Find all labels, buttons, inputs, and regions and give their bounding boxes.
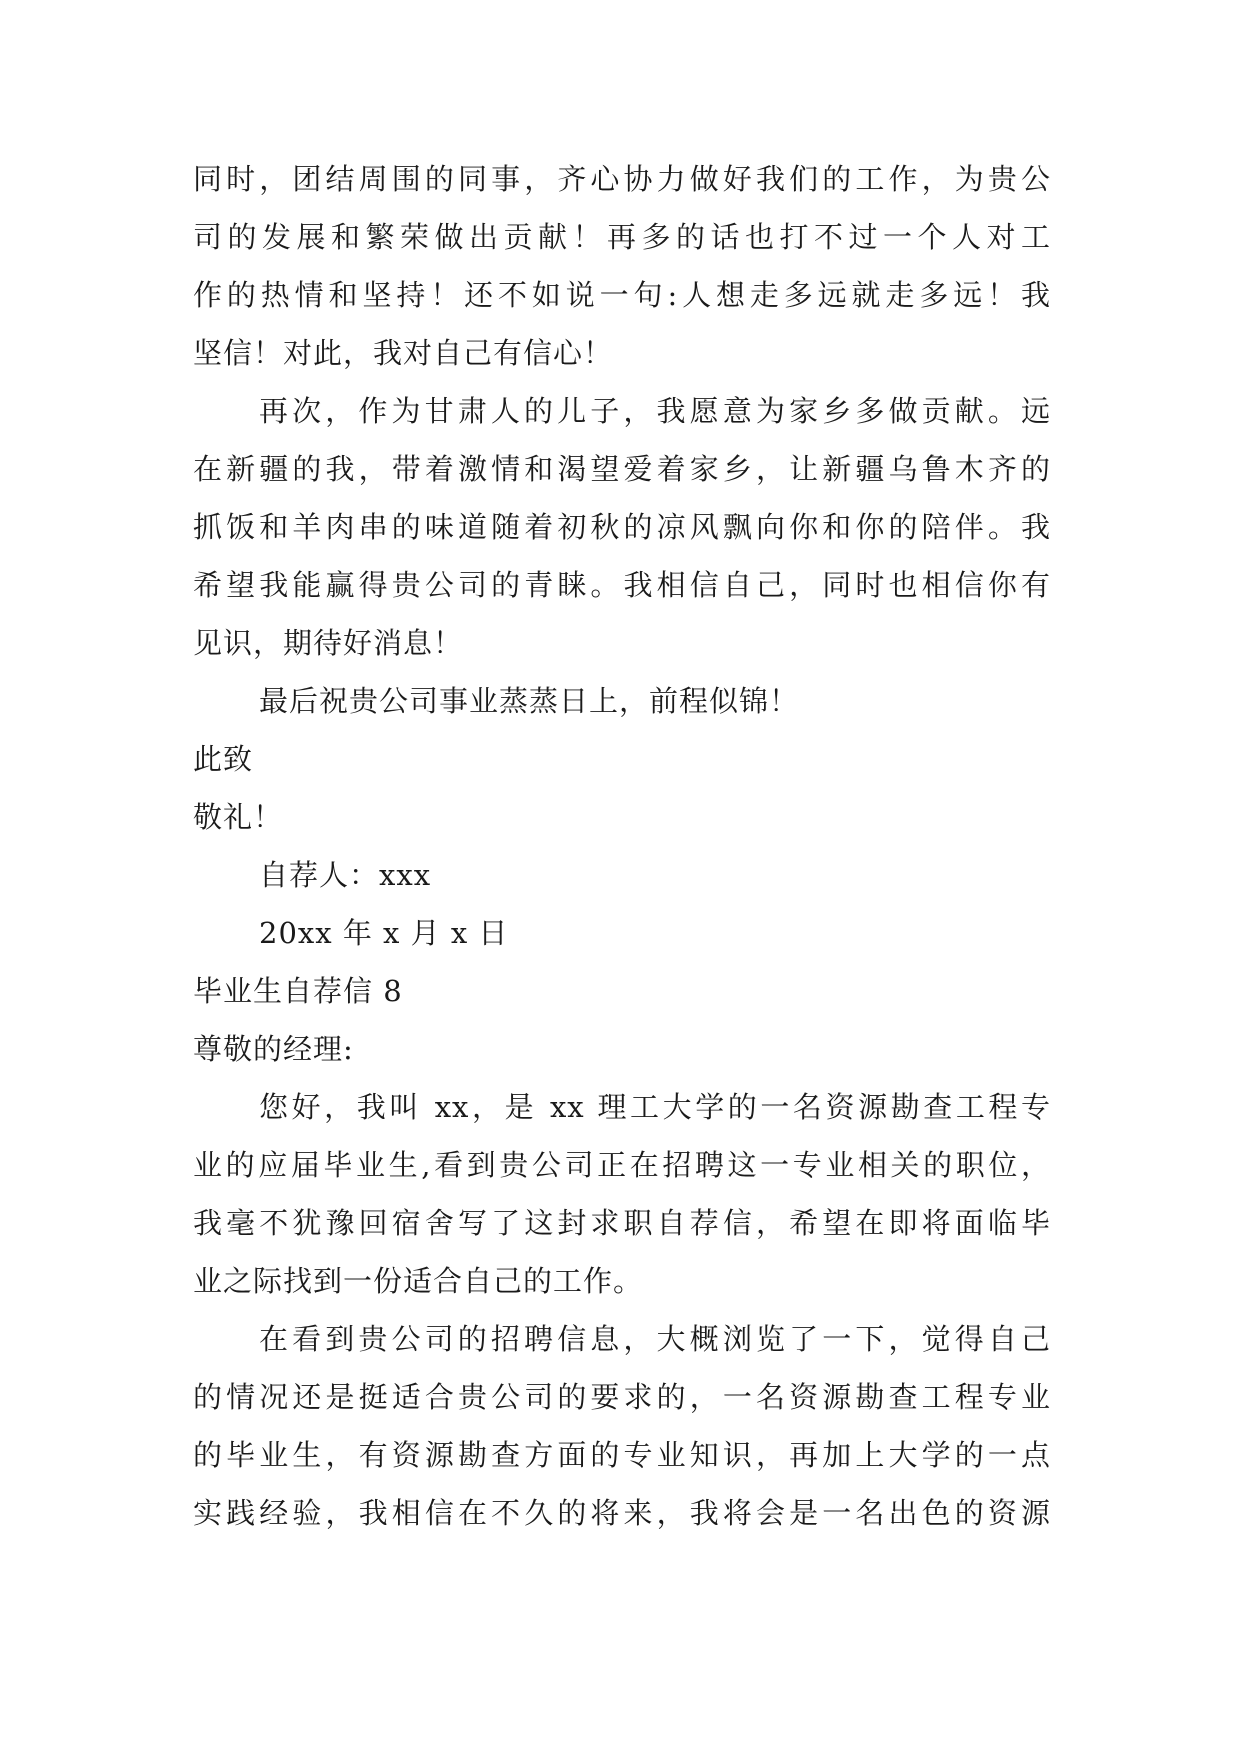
text-line: 作的热情和坚持！还不如说一句:人想走多远就走多远！我 (193, 278, 1051, 312)
text-line: 业之际找到一份适合自己的工作。 (193, 1264, 644, 1298)
salutation: 尊敬的经理: (193, 1032, 354, 1066)
text-line: 您好，我叫 xx，是 xx 理工大学的一名资源勘查工程专 (259, 1090, 1051, 1124)
text-line: 的情况还是挺适合贵公司的要求的，一名资源勘查工程专业 (193, 1380, 1051, 1414)
closing-salute: 敬礼！ (193, 800, 284, 834)
text-line: 再次，作为甘肃人的儿子，我愿意为家乡多做贡献。远 (259, 394, 1051, 428)
text-line: 希望我能赢得贵公司的青睐。我相信自己，同时也相信你有 (193, 568, 1051, 602)
text-line: 在看到贵公司的招聘信息，大概浏览了一下，觉得自己 (259, 1322, 1051, 1356)
text-line: 见识，期待好消息！ (193, 626, 464, 660)
closing-line: 此致 (193, 742, 254, 776)
text-line: 最后祝贵公司事业蒸蒸日上，前程似锦！ (259, 684, 800, 718)
text-line: 实践经验，我相信在不久的将来，我将会是一名出色的资源 (193, 1496, 1051, 1530)
document-page (193, 150, 1051, 1542)
paragraph-qualification (193, 1310, 1051, 1542)
text-line: 抓饭和羊肉串的味道随着初秋的凉风飘向你和你的陪伴。我 (193, 510, 1051, 544)
paragraph-continuation (193, 150, 1051, 382)
paragraph-hometown (193, 382, 1051, 672)
signature-date: 20xx 年 x 月 x 日 (259, 916, 509, 950)
text-line: 同时，团结周围的同事，齐心协力做好我们的工作，为贵公 (193, 162, 1051, 196)
text-line: 在新疆的我，带着激情和渴望爱着家乡，让新疆乌鲁木齐的 (193, 452, 1051, 486)
paragraph-intro (193, 1078, 1051, 1310)
closing-block (193, 730, 1051, 962)
text-line: 的毕业生，有资源勘查方面的专业知识，再加上大学的一点 (193, 1438, 1051, 1472)
text-line: 坚信！对此，我对自己有信心！ (193, 336, 614, 370)
next-letter (193, 962, 1051, 1542)
text-line: 我毫不犹豫回宿舍写了这封求职自荐信，希望在即将面临毕 (193, 1206, 1051, 1240)
text-line: 业的应届毕业生,看到贵公司正在招聘这一专业相关的职位， (193, 1148, 1051, 1182)
paragraph-wishes (193, 672, 1051, 730)
text-line: 司的发展和繁荣做出贡献！再多的话也打不过一个人对工 (193, 220, 1051, 254)
signer: 自荐人：xxx (259, 858, 432, 892)
letter-title: 毕业生自荐信 8 (193, 974, 403, 1008)
